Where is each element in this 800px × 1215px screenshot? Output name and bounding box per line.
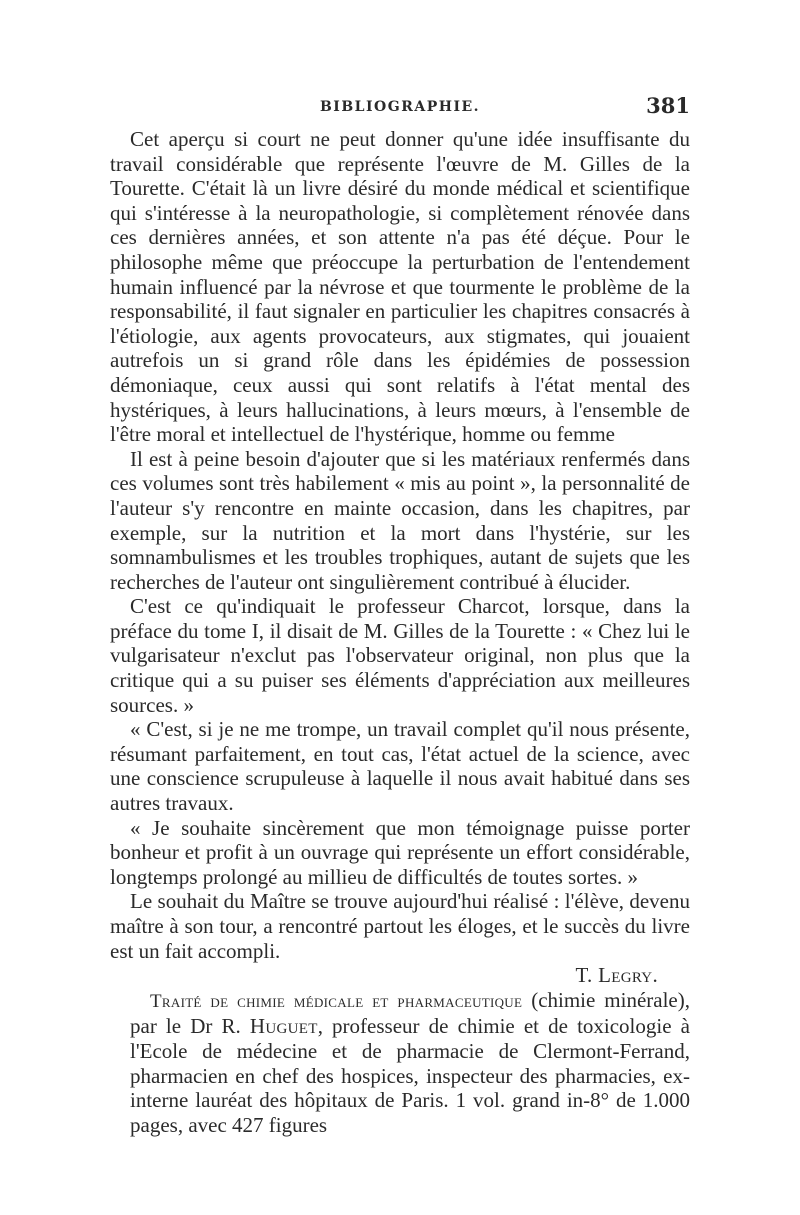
paragraph: Il est à peine besoin d'ajouter que si les matériaux renfermés dans ces volumes sont très habilement « mis au point », la personnalité de l'auteur s'y rencontre en mainte occasion, dans les chapitres, par exemple, sur la nutrition et la mort dans l'hystérie, sur les somnambulismes et les troubles trophiques, autant de sujets que les recherches de l'auteur ont singulièrement contribué à élucider. (110, 446, 690, 594)
paragraph: Cet aperçu si court ne peut donner qu'une idée insuffisante du travail considérable que représente l'œuvre de M. Gilles de la Tourette. C'était là un livre désiré du monde médical et scientifique qui s'intéresse à la neuropathologie, si complètement rénovée dans ces dernières années, et son attente n'a pas été déçue. Pour le philosophe même que préoccupe la perturbation de l'entendement humain influencé par la névrose et que tourmente le problème de la responsabilité, il faut signaler en particulier les chapitres consacrés à l'étiologie, aux agents provocateurs, aux stigmates, qui jouaient autrefois un si grand rôle dans les épidémies de possession démoniaque, ceux aussi qui sont relatifs à l'état mental des hystériques, à leurs hallucinations, à leurs mœurs, à l'ensemble de l'être moral et intellectuel de l'hystérique, homme ou femme (110, 127, 690, 447)
paragraph: « Je souhaite sincèrement que mon témoignage puisse porter bonheur et profit à un ouvrage qui représente un effort considérable, longtemps prolongé au millieu de difficultés de toutes sortes. » (110, 815, 690, 889)
running-title: BIBLIOGRAPHIE. (319, 99, 481, 115)
signature (110, 963, 690, 988)
book-review-entry (110, 988, 690, 1138)
review-title: Traité de chimie médicale et pharmaceutique (150, 990, 523, 1012)
review-author-prefix: Dr R. (190, 1014, 241, 1039)
signature-text: T. Legry. (575, 963, 658, 988)
page-number: 381 (646, 93, 690, 118)
review-details: , professeur de chimie et de toxicologie à l'Ecole de médecine et de pharmacie de Clermont-Ferrand, pharmacien en chef des hospices, inspecteur des pharmacies, ex-interne lauréat des hôpitaux de Paris. 1 vol. grand in-8° de 1.000 pages, avec 427 figures (130, 1014, 690, 1137)
review-author: Huguet (249, 1014, 318, 1039)
body-text (110, 127, 690, 1137)
review-subtitle: (chimie minérale), par le (130, 987, 690, 1039)
paragraph: Le souhait du Maître se trouve aujourd'hui réalisé : l'élève, devenu maître à son tour, a rencontré partout les éloges, et le succès du livre est un fait accompli. (110, 889, 690, 963)
page-header (110, 93, 690, 119)
paragraph: C'est ce qu'indiquait le professeur Charcot, lorsque, dans la préface du tome I, il disait de M. Gilles de la Tourette : « Chez lui le vulgarisateur n'exclut pas l'observateur original, non plus que la critique qui a su puiser ses éléments d'appréciation aux meilleures sources. » (110, 594, 690, 717)
paragraph: « C'est, si je ne me trompe, un travail complet qu'il nous présente, résumant parfaitement, en tout cas, l'état actuel de la science, avec une conscience scrupuleuse à laquelle il nous avait habitué dans ses autres travaux. (110, 717, 690, 816)
